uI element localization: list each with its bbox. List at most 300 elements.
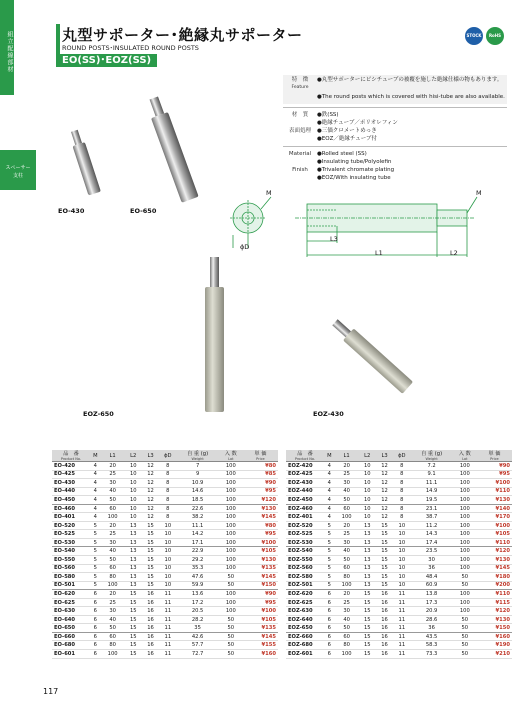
table-cell: 8 <box>393 462 410 471</box>
table-cell: 60 <box>101 504 125 513</box>
table-cell: 100 <box>335 650 359 659</box>
table-cell: 16 <box>376 590 393 599</box>
table-cell: 6 <box>90 615 101 624</box>
table-row <box>286 513 512 522</box>
table-cell: 11 <box>393 598 410 607</box>
table-cell: 11 <box>393 607 410 616</box>
price-cell: ¥130 <box>477 615 512 624</box>
dim-m-right: M <box>476 189 482 197</box>
dim-d: ϕD <box>240 243 250 251</box>
material-jp-2: ●絶縁チューブ／ポリオレフィン <box>317 120 398 126</box>
product-number: EOZ-525 <box>286 530 324 539</box>
table-row <box>286 521 512 530</box>
table-cell: 10 <box>125 487 142 496</box>
table-cell: 38.2 <box>176 513 218 522</box>
table-cell: 4 <box>324 470 335 479</box>
product-number: EO-401 <box>52 513 90 522</box>
col-l3: L3 <box>142 450 159 462</box>
table-cell: 50 <box>335 624 359 633</box>
table-cell: 10 <box>159 556 176 565</box>
table-cell: 30 <box>101 479 125 488</box>
table-cell: 5 <box>324 581 335 590</box>
table-cell: 6 <box>324 624 335 633</box>
table-cell: 5 <box>90 538 101 547</box>
table-cell: 100 <box>219 496 243 505</box>
table-cell: 11 <box>393 641 410 650</box>
table-row <box>52 530 278 539</box>
table-cell: 100 <box>453 487 477 496</box>
table-cell: 50 <box>219 624 243 633</box>
table-cell: 6 <box>324 641 335 650</box>
eo-650-photo <box>140 92 210 212</box>
table-cell: 4 <box>324 479 335 488</box>
table-cell: 10 <box>359 513 376 522</box>
table-cell: 6 <box>90 624 101 633</box>
table-cell: 10 <box>159 564 176 573</box>
product-number: EOZ-630 <box>286 607 324 616</box>
table-cell: 4 <box>90 504 101 513</box>
price-cell: ¥130 <box>477 556 512 565</box>
table-cell: 11.1 <box>176 521 218 530</box>
table-cell: 16 <box>376 624 393 633</box>
table-cell: 6 <box>324 632 335 641</box>
table-cell: 100 <box>453 607 477 616</box>
table-cell: 10 <box>125 496 142 505</box>
price-cell: ¥95 <box>243 598 278 607</box>
table-cell: 12 <box>376 513 393 522</box>
table-cell: 10 <box>159 573 176 582</box>
table-row <box>286 504 512 513</box>
table-cell: 11 <box>393 632 410 641</box>
table-cell: 7.2 <box>410 462 452 471</box>
table-cell: 35.3 <box>176 564 218 573</box>
category-tab[interactable]: 組立配線部材 <box>0 0 14 95</box>
table-cell: 50 <box>453 615 477 624</box>
table-cell: 20.9 <box>410 607 452 616</box>
table-cell: 15 <box>359 624 376 633</box>
table-cell: 10 <box>125 479 142 488</box>
table-cell: 38.7 <box>410 513 452 522</box>
table-row <box>286 462 512 471</box>
feature-jp: ●丸型サポーターにビシチューブの被覆を施した絶縁仕様の物もあります。 <box>317 77 503 83</box>
table-cell: 13 <box>359 581 376 590</box>
product-number: EOZ-530 <box>286 538 324 547</box>
table-cell: 60 <box>335 504 359 513</box>
material-en-2: ●Insulating tube/Polyolefin <box>317 159 392 165</box>
table-cell: 6 <box>90 641 101 650</box>
stock-icon: STOCK <box>465 27 483 45</box>
table-cell: 12 <box>376 470 393 479</box>
table-cell: 8 <box>159 513 176 522</box>
table-cell: 4 <box>90 462 101 471</box>
table-row <box>286 547 512 556</box>
finish-en: ●Trivalent chromate plating <box>317 167 395 173</box>
table-row <box>52 556 278 565</box>
table-row <box>286 479 512 488</box>
table-cell: 16 <box>142 641 159 650</box>
table-cell: 14.3 <box>410 530 452 539</box>
table-cell: 100 <box>101 650 125 659</box>
col-price: 単 価 Price <box>243 450 278 462</box>
specifications <box>283 75 507 183</box>
page-title: 丸型サポーター･絶縁丸サポーター <box>62 26 303 44</box>
table-cell: 10 <box>125 462 142 471</box>
table-cell: 16 <box>142 607 159 616</box>
table-cell: 15 <box>376 547 393 556</box>
table-cell: 6 <box>90 598 101 607</box>
model-badge: EO(SS)･EOZ(SS) <box>56 54 157 67</box>
price-cell: ¥190 <box>477 641 512 650</box>
price-cell: ¥150 <box>243 581 278 590</box>
table-cell: 11 <box>159 590 176 599</box>
product-number: EOZ-620 <box>286 590 324 599</box>
table-cell: 4 <box>324 496 335 505</box>
table-cell: 10 <box>125 470 142 479</box>
col-l1: L1 <box>335 450 359 462</box>
table-cell: 40 <box>335 487 359 496</box>
table-cell: 100 <box>219 564 243 573</box>
table-cell: 16 <box>142 598 159 607</box>
table-cell: 20.5 <box>176 607 218 616</box>
product-number: EO-525 <box>52 530 90 539</box>
table-cell: 50 <box>335 556 359 565</box>
table-cell: 5 <box>324 564 335 573</box>
product-number: EOZ-460 <box>286 504 324 513</box>
table-cell: 4 <box>90 496 101 505</box>
product-number: EOZ-450 <box>286 496 324 505</box>
table-cell: 15 <box>125 632 142 641</box>
table-cell: 15 <box>376 556 393 565</box>
table-row <box>52 632 278 641</box>
product-number: EOZ-425 <box>286 470 324 479</box>
table-row <box>286 615 512 624</box>
table-cell: 16 <box>142 624 159 633</box>
table-cell: 58.3 <box>410 641 452 650</box>
table-cell: 100 <box>219 547 243 556</box>
table-cell: 47.6 <box>176 573 218 582</box>
col-lot: 入 数 Lot <box>219 450 243 462</box>
table-row <box>286 496 512 505</box>
table-cell: 5 <box>90 581 101 590</box>
price-cell: ¥145 <box>477 564 512 573</box>
table-cell: 80 <box>101 573 125 582</box>
table-cell: 16 <box>376 641 393 650</box>
table-cell: 48.4 <box>410 573 452 582</box>
product-number: EOZ-501 <box>286 581 324 590</box>
finish-en-2: ●EOZ/With insulating tube <box>317 175 391 181</box>
product-number: EO-680 <box>52 641 90 650</box>
label-eo-650: EO-650 <box>130 207 157 215</box>
table-cell: 30 <box>410 556 452 565</box>
table-cell: 12 <box>142 487 159 496</box>
table-cell: 19.5 <box>410 496 452 505</box>
table-cell: 4 <box>324 462 335 471</box>
table-cell: 30 <box>335 607 359 616</box>
table-cell: 50 <box>101 496 125 505</box>
product-number: EO-425 <box>52 470 90 479</box>
table-cell: 11 <box>393 650 410 659</box>
table-cell: 17.3 <box>410 598 452 607</box>
table-cell: 100 <box>453 590 477 599</box>
table-cell: 12 <box>376 479 393 488</box>
table-cell: 100 <box>453 556 477 565</box>
feature-box <box>283 75 507 104</box>
table-cell: 4 <box>90 470 101 479</box>
table-cell: 11 <box>159 624 176 633</box>
table-cell: 5 <box>324 547 335 556</box>
table-cell: 4 <box>324 487 335 496</box>
table-cell: 25 <box>335 530 359 539</box>
table-cell: 40 <box>101 547 125 556</box>
table-cell: 15 <box>125 650 142 659</box>
table-cell: 100 <box>219 513 243 522</box>
table-cell: 10 <box>359 462 376 471</box>
table-row <box>286 632 512 641</box>
table-cell: 15 <box>142 564 159 573</box>
price-cell: ¥120 <box>477 547 512 556</box>
col-l2: L2 <box>359 450 376 462</box>
table-cell: 18.5 <box>176 496 218 505</box>
table-cell: 100 <box>335 581 359 590</box>
price-cell: ¥100 <box>243 538 278 547</box>
table-cell: 8 <box>159 479 176 488</box>
price-cell: ¥200 <box>477 581 512 590</box>
table-cell: 8 <box>393 496 410 505</box>
table-cell: 80 <box>101 641 125 650</box>
table-cell: 11 <box>159 650 176 659</box>
table-cell: 100 <box>453 547 477 556</box>
table-cell: 6 <box>90 632 101 641</box>
table-cell: 8 <box>393 487 410 496</box>
table-cell: 10 <box>159 581 176 590</box>
table-cell: 16 <box>142 650 159 659</box>
table-cell: 8 <box>393 479 410 488</box>
table-cell: 20 <box>335 521 359 530</box>
table-cell: 22.9 <box>176 547 218 556</box>
table-cell: 10.9 <box>176 479 218 488</box>
table-cell: 50 <box>219 581 243 590</box>
dim-l3: L3 <box>330 235 338 243</box>
table-cell: 4 <box>90 513 101 522</box>
price-cell: ¥150 <box>477 624 512 633</box>
table-cell: 15 <box>359 598 376 607</box>
product-number: EO-420 <box>52 462 90 471</box>
table-cell: 20 <box>335 462 359 471</box>
table-cell: 25 <box>101 598 125 607</box>
price-cell: ¥110 <box>477 590 512 599</box>
table-cell: 72.7 <box>176 650 218 659</box>
spacer-tab-sub: 支柱 <box>12 173 23 179</box>
price-cell: ¥120 <box>477 607 512 616</box>
table-cell: 5 <box>90 521 101 530</box>
table-cell: 12 <box>376 462 393 471</box>
table-row <box>52 513 278 522</box>
table-cell: 16 <box>376 632 393 641</box>
table-cell: 23.1 <box>410 504 452 513</box>
product-number: EOZ-640 <box>286 615 324 624</box>
table-cell: 15 <box>359 650 376 659</box>
table-cell: 23.5 <box>410 547 452 556</box>
product-number: EO-550 <box>52 556 90 565</box>
product-number: EOZ-680 <box>286 641 324 650</box>
eoz-430-photo <box>315 312 435 402</box>
col-d: ϕD <box>393 450 410 462</box>
table-cell: 15 <box>376 521 393 530</box>
table-cell: 12 <box>376 504 393 513</box>
table-cell: 73.3 <box>410 650 452 659</box>
table-cell: 50 <box>453 581 477 590</box>
price-cell: ¥160 <box>243 650 278 659</box>
table-cell: 15 <box>359 632 376 641</box>
table-cell: 5 <box>90 564 101 573</box>
table-row <box>286 581 512 590</box>
table-row <box>52 641 278 650</box>
table-cell: 6 <box>324 590 335 599</box>
table-cell: 15 <box>142 530 159 539</box>
table-cell: 13 <box>359 521 376 530</box>
price-cell: ¥95 <box>243 487 278 496</box>
price-cell: ¥105 <box>243 547 278 556</box>
price-cell: ¥90 <box>243 479 278 488</box>
table-cell: 15 <box>125 590 142 599</box>
table-cell: 100 <box>219 487 243 496</box>
product-number: EOZ-440 <box>286 487 324 496</box>
price-cell: ¥100 <box>243 607 278 616</box>
table-row <box>52 487 278 496</box>
table-row <box>52 521 278 530</box>
table-cell: 13.8 <box>410 590 452 599</box>
price-cell: ¥115 <box>477 598 512 607</box>
table-cell: 13.6 <box>176 590 218 599</box>
table-row <box>286 650 512 659</box>
table-cell: 100 <box>453 513 477 522</box>
table-cell: 13 <box>359 530 376 539</box>
col-pn: 品 番 Product No. <box>52 450 90 462</box>
table-row <box>52 598 278 607</box>
table-row <box>52 650 278 659</box>
table-row <box>52 479 278 488</box>
table-row <box>286 641 512 650</box>
table-cell: 10 <box>125 513 142 522</box>
eo-table <box>52 450 278 659</box>
table-cell: 10 <box>393 564 410 573</box>
table-cell: 17.2 <box>176 598 218 607</box>
table-cell: 57.7 <box>176 641 218 650</box>
table-row <box>286 607 512 616</box>
material-jp-1: ●鉄(SS) <box>317 112 339 118</box>
table-row <box>286 487 512 496</box>
eoz-table <box>286 450 512 659</box>
table-cell: 13 <box>125 530 142 539</box>
table-cell: 4 <box>324 504 335 513</box>
table-row <box>286 598 512 607</box>
table-cell: 50 <box>335 496 359 505</box>
table-row <box>52 564 278 573</box>
table-cell: 100 <box>219 590 243 599</box>
sidebar <box>0 0 14 701</box>
table-row <box>286 590 512 599</box>
table-cell: 5 <box>324 573 335 582</box>
table-cell: 5 <box>324 530 335 539</box>
table-cell: 13 <box>125 556 142 565</box>
table-cell: 60 <box>335 632 359 641</box>
price-cell: ¥90 <box>477 462 512 471</box>
product-number: EOZ-550 <box>286 556 324 565</box>
table-cell: 100 <box>219 538 243 547</box>
price-cell: ¥130 <box>243 556 278 565</box>
table-cell: 15 <box>376 530 393 539</box>
table-cell: 50 <box>219 641 243 650</box>
spacer-tab[interactable] <box>0 150 36 190</box>
col-d: ϕD <box>159 450 176 462</box>
table-row <box>52 538 278 547</box>
table-cell: 15 <box>376 538 393 547</box>
table-cell: 12 <box>376 496 393 505</box>
table-row <box>286 556 512 565</box>
feature-en: ●The round posts which is covered with hisi-tube are also available. <box>317 94 505 100</box>
table-cell: 6 <box>90 607 101 616</box>
table-cell: 8 <box>159 487 176 496</box>
price-cell: ¥85 <box>243 470 278 479</box>
product-number: EOZ-650 <box>286 624 324 633</box>
label-eo-430: EO-430 <box>58 207 85 215</box>
table-cell: 10 <box>125 504 142 513</box>
table-cell: 15 <box>359 607 376 616</box>
price-cell: ¥135 <box>243 624 278 633</box>
table-cell: 50 <box>101 624 125 633</box>
table-cell: 12 <box>142 496 159 505</box>
table-cell: 50 <box>453 650 477 659</box>
table-cell: 10 <box>393 547 410 556</box>
col-m: M <box>324 450 335 462</box>
eoz-650-photo <box>190 255 240 415</box>
table-row <box>286 538 512 547</box>
finish-jp-2: ●EOZ／絶縁チューブ付 <box>317 136 377 142</box>
col-l3: L3 <box>376 450 393 462</box>
table-cell: 5 <box>324 556 335 565</box>
table-cell: 30 <box>335 538 359 547</box>
product-number: EO-601 <box>52 650 90 659</box>
table-cell: 12 <box>142 462 159 471</box>
table-cell: 4 <box>90 479 101 488</box>
finish-jp-1: ●三価クロメートめっき <box>317 128 377 134</box>
price-cell: ¥95 <box>243 530 278 539</box>
table-cell: 100 <box>335 513 359 522</box>
product-number: EO-625 <box>52 598 90 607</box>
table-cell: 11 <box>159 632 176 641</box>
table-cell: 12 <box>142 504 159 513</box>
table-cell: 11.2 <box>410 521 452 530</box>
table-cell: 5 <box>90 573 101 582</box>
table-cell: 16 <box>142 615 159 624</box>
table-cell: 25 <box>335 598 359 607</box>
table-cell: 16 <box>376 615 393 624</box>
price-cell: ¥120 <box>243 496 278 505</box>
table-row <box>286 624 512 633</box>
table-cell: 22.6 <box>176 504 218 513</box>
table-cell: 11 <box>393 590 410 599</box>
table-cell: 17.1 <box>176 538 218 547</box>
material-en: ●Rolled steel (SS) <box>317 151 367 157</box>
table-cell: 50 <box>219 650 243 659</box>
table-row <box>52 573 278 582</box>
table-cell: 9 <box>176 470 218 479</box>
col-price: 単 価 Price <box>477 450 512 462</box>
table-cell: 100 <box>453 504 477 513</box>
table-cell: 14.2 <box>176 530 218 539</box>
table-cell: 15 <box>359 641 376 650</box>
dimension-drawing <box>225 185 515 265</box>
